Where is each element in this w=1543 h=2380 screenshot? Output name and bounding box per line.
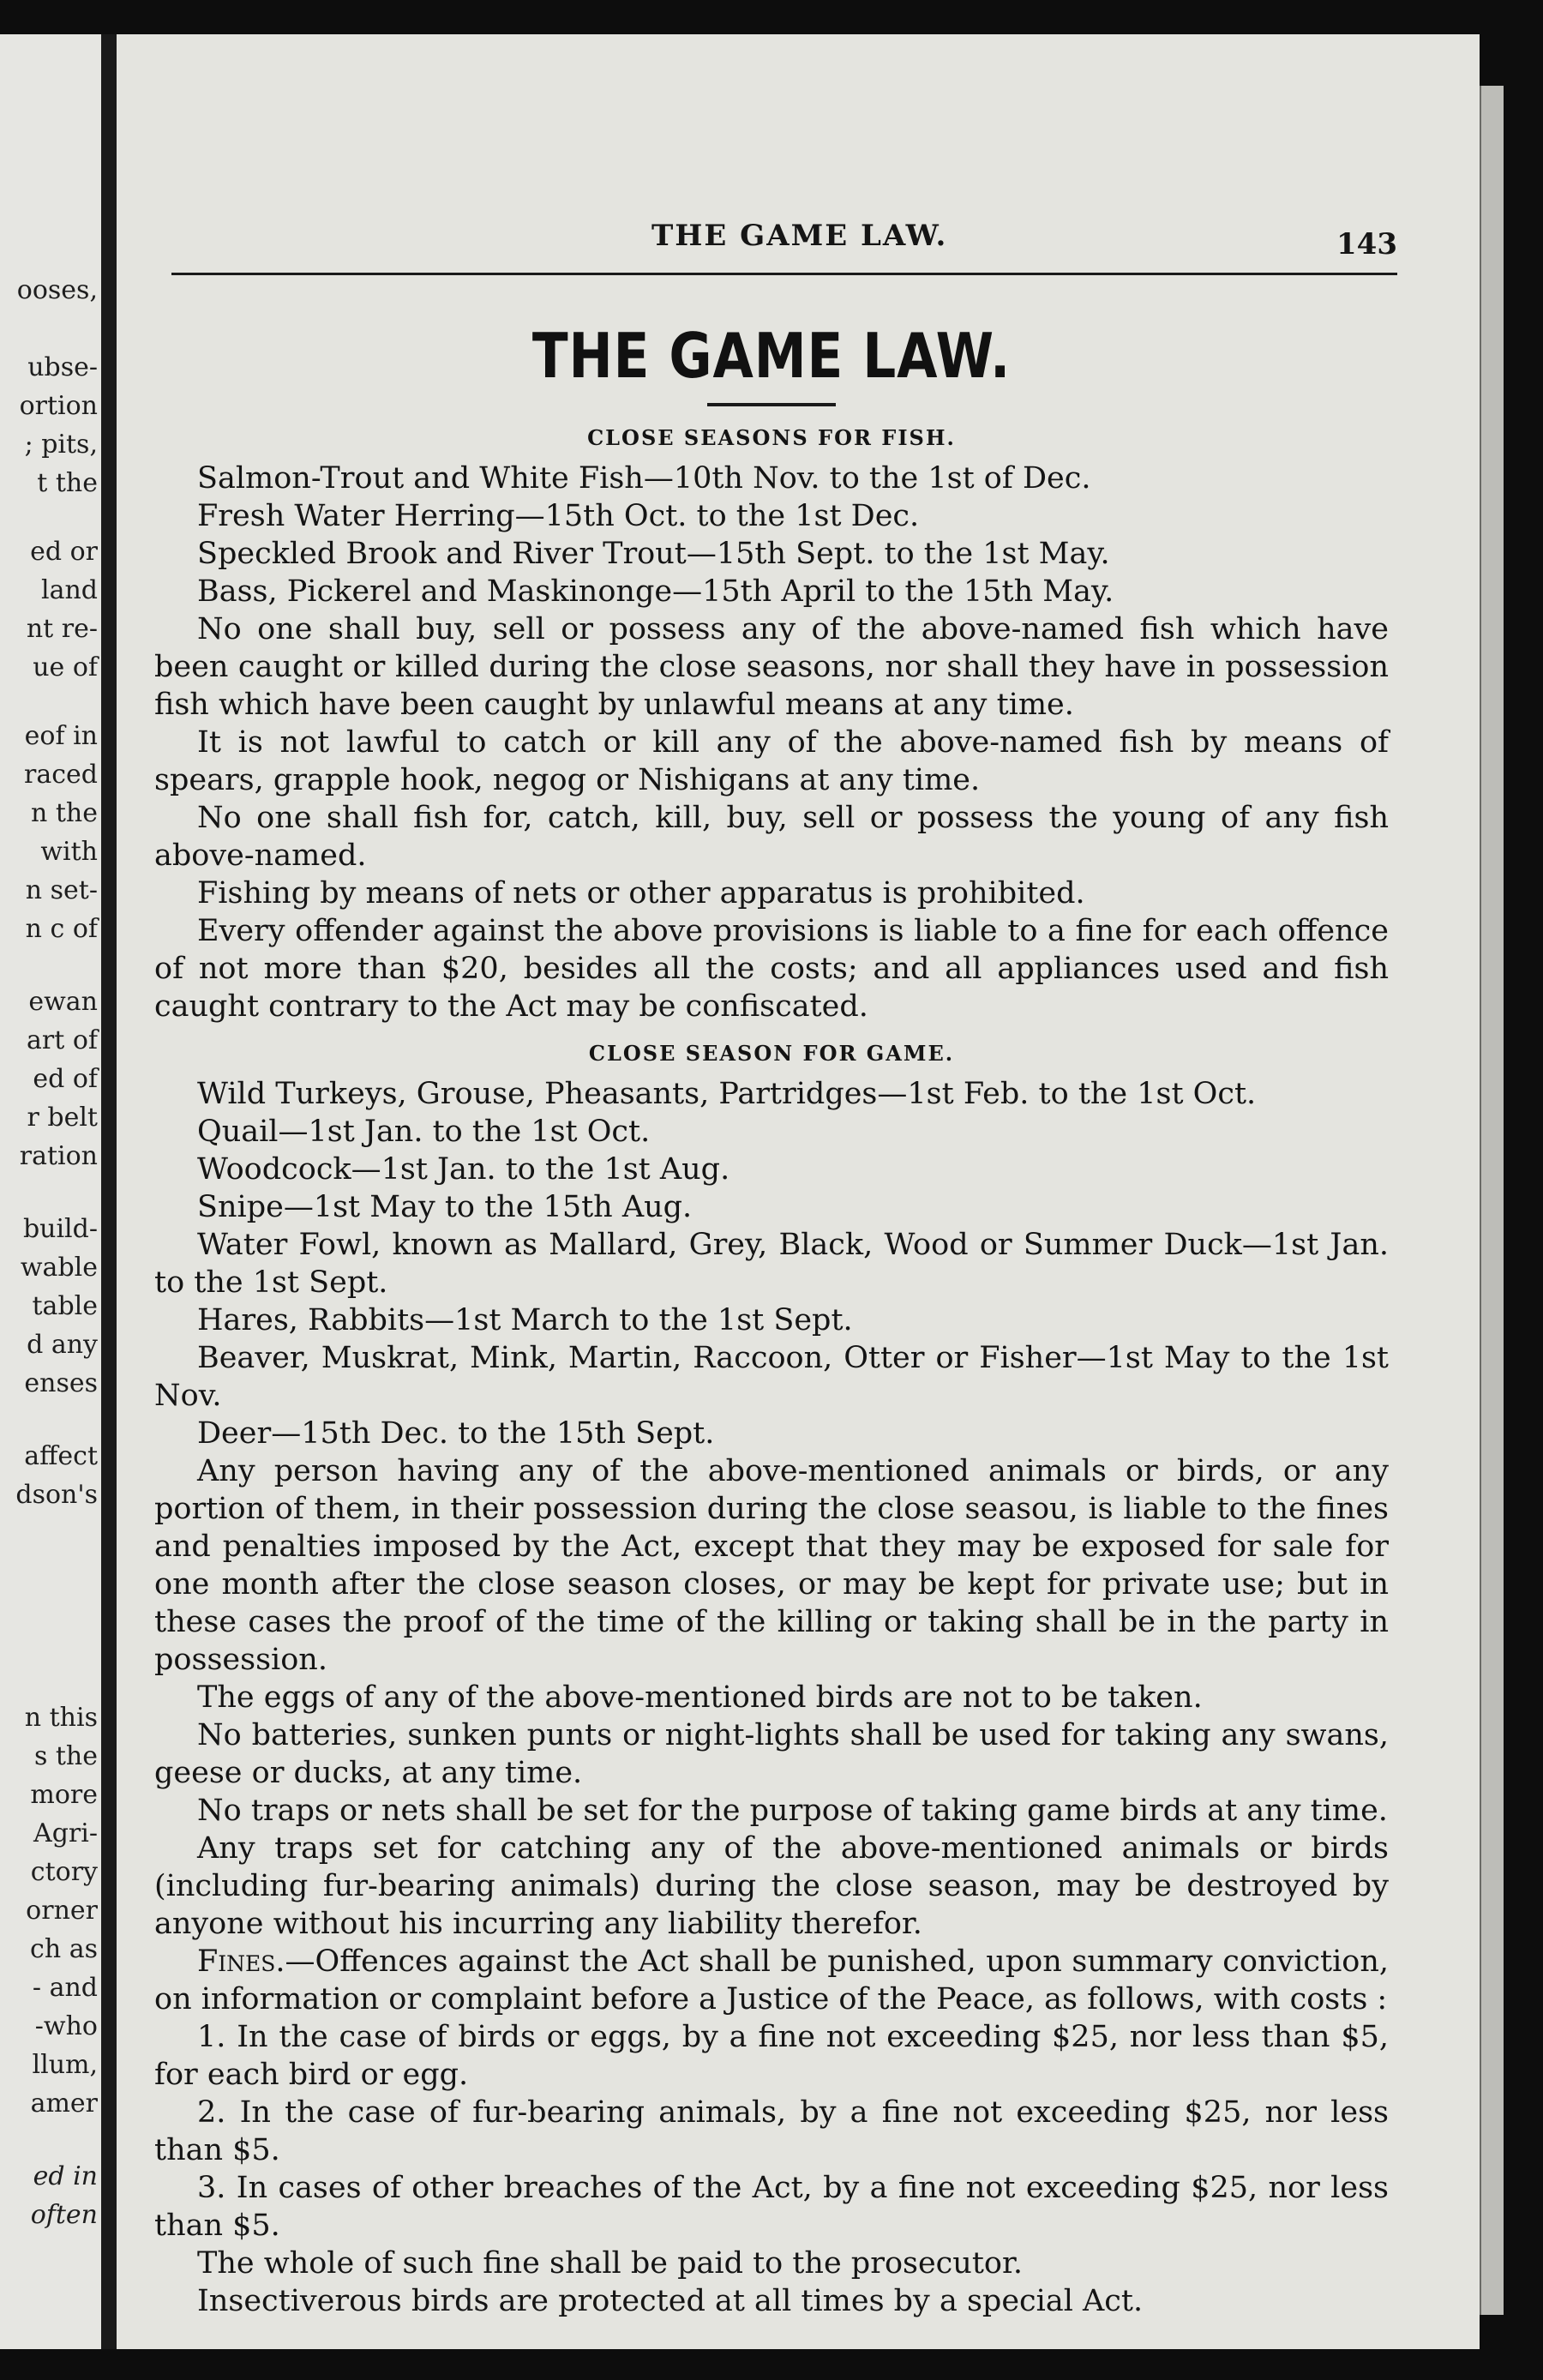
left-page-fragment: wable — [20, 1253, 98, 1283]
fines-intro: —Offences against the Act shall be punished, upon summary conviction, on information or complaint before a Justice of the Peace, as follows, with costs : — [154, 1944, 1389, 2016]
left-page-fragment: ch as — [30, 1934, 98, 1964]
header-rule — [171, 273, 1397, 275]
closing-line: The whole of such fine shall be paid to the prosecutor. — [197, 2246, 1023, 2281]
left-page-fragment: n c of — [25, 914, 98, 944]
left-page-fragment: n this — [24, 1703, 98, 1733]
game-season: Wild Turkeys, Grouse, Pheasants, Partridges—1st Feb. to the 1st Oct. — [197, 1077, 1257, 1111]
left-page-fragment: d any — [27, 1330, 98, 1360]
left-page-fragment: with — [40, 837, 98, 867]
left-page-fragment: -who — [34, 2011, 98, 2041]
page-title: THE GAME LAW. — [531, 320, 1012, 392]
left-page-fragment: dson's — [15, 1480, 98, 1510]
left-page-fragment: ctory — [30, 1857, 98, 1887]
game-paragraph: Any person having any of the above-mentioned animals or birds, or any portion of them, in their possession during the close seasou, is liable to the fines and penalties imposed by the Act, except that they may be exposed for sale for one month after the close season closes, or may be kept for private use; but in these cases the proof of the time of the killing or taking shall be in the party in possession. — [154, 1454, 1389, 1677]
game-season: Snipe—1st May to the 15th Aug. — [197, 1190, 693, 1224]
left-page-fragment: nt re- — [26, 614, 98, 644]
fish-section — [154, 424, 1389, 1025]
game-paragraph: No batteries, sunken punts or night-lights shall be used for taking any swans, geese or ducks, at any time. — [154, 1718, 1389, 1790]
left-page-fragment: eof in — [24, 721, 98, 751]
fine-item: 2. In the case of fur-bearing animals, by a fine not exceeding $25, nor less than $5. — [154, 2095, 1389, 2167]
game-season: Woodcock—1st Jan. to the 1st Aug. — [197, 1152, 730, 1187]
left-page-fragment: - and — [32, 1973, 98, 2003]
left-page-fragment: n set- — [25, 875, 98, 905]
left-page-fragment: r belt — [27, 1103, 98, 1133]
left-page-fragment: ooses, — [16, 275, 98, 305]
left-page-fragment: table — [32, 1291, 98, 1321]
fish-season: Fresh Water Herring—15th Oct. to the 1st Dec. — [197, 499, 920, 533]
closing-line: Insectiverous birds are protected at all times by a special Act. — [197, 2284, 1144, 2318]
page-edge — [1480, 86, 1504, 2315]
game-paragraph: No traps or nets shall be set for the purpose of taking game birds at any time. — [197, 1794, 1388, 1828]
left-page-fragment: art of — [27, 1025, 98, 1055]
game-season: Water Fowl, known as Mallard, Grey, Black, Wood or Summer Duck—1st Jan. to the 1st Sept. — [154, 1228, 1389, 1300]
running-header — [171, 219, 1397, 270]
game-season: Beaver, Muskrat, Mink, Martin, Raccoon, Otter or Fisher—1st May to the 1st Nov. — [154, 1341, 1389, 1413]
game-season: Deer—15th Dec. to the 15th Sept. — [197, 1416, 715, 1451]
game-season: Quail—1st Jan. to the 1st Oct. — [197, 1115, 651, 1149]
left-page-fragment: enses — [24, 1368, 98, 1398]
left-page-fragment: Agri- — [33, 1818, 98, 1848]
fish-paragraph: Fishing by means of nets or other apparatus is prohibited. — [197, 876, 1085, 911]
left-page-fragment: ration — [19, 1141, 98, 1171]
game-section — [154, 1039, 1389, 2320]
game-paragraph: The eggs of any of the above-mentioned birds are not to be taken. — [197, 1680, 1203, 1715]
left-page-fragment: ed of — [33, 1064, 98, 1094]
fish-paragraph: No one shall buy, sell or possess any of the above-named fish which have been caught or killed during the close seasons, nor shall they have in possession fish which have been caught by unlawful means at any time. — [154, 612, 1389, 722]
left-page-fragment: ubse- — [27, 352, 98, 382]
left-page-fragment: ed or — [30, 537, 98, 567]
left-page-fragment: ; pits, — [24, 430, 98, 460]
left-page-fragment: build- — [22, 1214, 98, 1244]
left-page-fragment: ue of — [33, 652, 98, 682]
left-page-fragment: ortion — [19, 391, 98, 421]
left-page-fragment: affect — [24, 1441, 98, 1471]
fish-season: Bass, Pickerel and Maskinonge—15th April to the 15th May. — [197, 574, 1114, 609]
fish-season: Speckled Brook and River Trout—15th Sept. to the 1st May. — [197, 537, 1110, 571]
left-page-fragment: s the — [33, 1741, 98, 1771]
fines-paragraph — [154, 1943, 1389, 2018]
left-page-fragment: orner — [26, 1896, 98, 1926]
left-page-fragment: land — [40, 575, 98, 605]
game-section-heading: CLOSE SEASON FOR GAME. — [588, 1041, 955, 1066]
left-page-fragment: llum, — [32, 2050, 98, 2080]
game-paragraph: Any traps set for catching any of the above-mentioned animals or birds (including fur-bearing animals) during the close season, may be destroyed by anyone without his incurring any liability therefor. — [154, 1831, 1389, 1941]
page-number: 143 — [1336, 227, 1397, 261]
adjacent-page-fragment — [0, 34, 101, 2349]
left-page-fragment: raced — [24, 760, 98, 790]
page-content — [154, 317, 1389, 2320]
running-title: THE GAME LAW. — [651, 219, 948, 253]
left-page-fragment: n the — [31, 798, 98, 828]
fish-section-heading: CLOSE SEASONS FOR FISH. — [587, 425, 956, 450]
game-season: Hares, Rabbits—1st March to the 1st Sept. — [197, 1303, 853, 1337]
left-page-fragment: t the — [37, 468, 98, 498]
left-page-fragment: more — [30, 1780, 98, 1810]
fish-paragraph: No one shall fish for, catch, kill, buy, sell or possess the young of any fish above-named. — [154, 801, 1389, 873]
left-page-fragment: often — [30, 2200, 98, 2230]
book-spine — [101, 34, 117, 2349]
fines-label: Fines. — [197, 1944, 285, 1979]
left-page-fragment: ewan — [28, 987, 98, 1017]
left-page-fragment: ed in — [33, 2161, 98, 2191]
fish-season: Salmon-Trout and White Fish—10th Nov. to the 1st of Dec. — [197, 461, 1091, 496]
fish-paragraph: Every offender against the above provisions is liable to a fine for each offence of not more than $20, besides all the costs; and all appliances used and fish caught contrary to the Act may be confiscated. — [154, 914, 1389, 1024]
fine-item: 3. In cases of other breaches of the Act, by a fine not exceeding $25, nor less than $5. — [154, 2171, 1389, 2243]
fish-paragraph: It is not lawful to catch or kill any of the above-named fish by means of spears, grapple hook, negog or Nishigans at any time. — [154, 725, 1389, 797]
left-page-fragment: amer — [30, 2089, 98, 2119]
fine-item: 1. In the case of birds or eggs, by a fine not exceeding $25, nor less than $5, for each bird or egg. — [154, 2020, 1389, 2092]
title-rule — [707, 403, 836, 406]
